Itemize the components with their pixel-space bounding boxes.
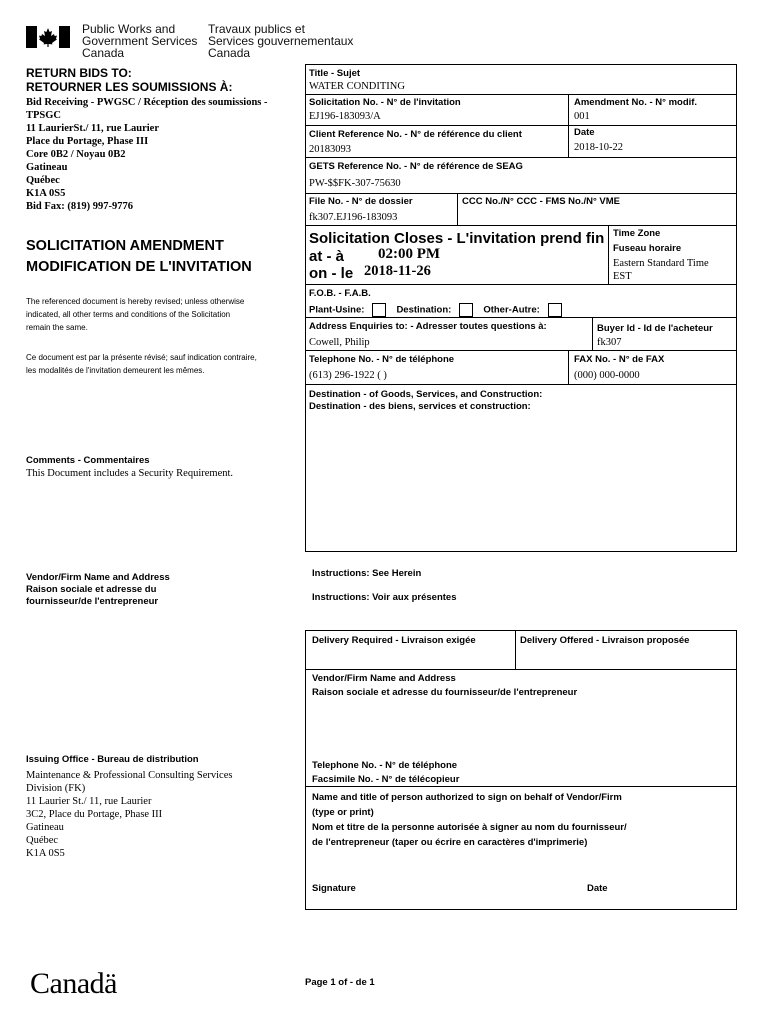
buyer-id-value: fk307: [597, 337, 622, 348]
issuing-office-line: K1A 0S5: [26, 848, 65, 859]
vendor-left-label: Vendor/Firm Name and Address: [26, 572, 170, 583]
comments-label: Comments - Commentaires: [26, 455, 150, 466]
solicitation-closes-label: Solicitation Closes - L'invitation prend fin: [309, 230, 605, 247]
solicitation-no-label: Solicitation No. - N° de l'invitation: [309, 97, 461, 108]
client-ref-label: Client Reference No. - N° de référence du client: [309, 129, 522, 140]
vendor-name-field[interactable]: [306, 700, 736, 754]
destination-checkbox[interactable]: [459, 303, 473, 317]
return-bids-title-fr: RETOURNER LES SOUMISSIONS À:: [26, 80, 233, 94]
dept-name-en-line2: Government Services: [82, 34, 198, 48]
ccc-no-label: CCC No./N° CCC - FMS No./N° VME: [462, 196, 621, 207]
destination-goods-en: Destination - of Goods, Services, and Construction:: [309, 389, 543, 400]
vendor-facsimile-label: Facsimile No. - N° de télécopieur: [312, 774, 460, 785]
dept-name-fr-line2: Services gouvernementaux: [208, 34, 354, 48]
return-bids-title-en: RETURN BIDS TO:: [26, 66, 132, 80]
title-label: Title - Sujet: [309, 68, 361, 79]
telephone-value: (613) 296-1922 ( ): [309, 370, 387, 381]
dept-name-en-line1: Public Works and: [82, 22, 176, 36]
return-address-line: Bid Receiving - PWGSC / Réception des soumissions -: [26, 97, 268, 108]
date-value: 2018-10-22: [574, 142, 623, 153]
gets-ref-value: PW-$$FK-307-75630: [309, 178, 401, 189]
client-ref-value: 20183093: [309, 144, 351, 155]
fax-label: FAX No. - N° de FAX: [574, 354, 665, 365]
authorized-person-label: Nom et titre de la personne autorisée à signer au nom du fournisseur/: [312, 822, 627, 833]
file-no-label: File No. - N° de dossier: [309, 196, 413, 207]
government-signature: [26, 22, 356, 62]
instructions-en: Instructions: See Herein: [312, 568, 422, 579]
authorized-person-label: (type or print): [312, 807, 374, 818]
dept-name-en-line3: Canada: [82, 46, 125, 60]
issuing-office-line: Québec: [26, 835, 59, 846]
authorized-person-label: de l'entrepreneur (taper ou écrire en caractères d'imprimerie): [312, 837, 588, 848]
return-address-line: Core 0B2 / Noyau 0B2: [26, 149, 126, 160]
issuing-office-line: 3C2, Place du Portage, Phase III: [26, 809, 163, 820]
enquiries-value: Cowell, Philip: [309, 337, 370, 348]
time-zone-label-fr: Fuseau horaire: [613, 243, 682, 254]
date-signed-label: Date: [587, 883, 608, 894]
canada-wordmark: Canadä: [30, 967, 117, 1000]
page-number: Page 1 of - de 1: [305, 977, 375, 988]
issuing-office-label: Issuing Office - Bureau de distribution: [26, 754, 199, 765]
other-autre-checkbox[interactable]: [548, 303, 562, 317]
vendor-name-label-en: Vendor/Firm Name and Address: [312, 673, 456, 684]
dept-name-fr-line1: Travaux publics et: [208, 22, 305, 36]
return-address-line: TPSGC: [26, 110, 62, 121]
authorized-person-field[interactable]: [306, 852, 736, 878]
time-zone-label-en: Time Zone: [613, 228, 661, 239]
vendor-name-label-fr: Raison sociale et adresse du fournisseur/de l'entrepreneur: [312, 687, 578, 698]
bid-fax: Bid Fax: (819) 997-9776: [26, 201, 134, 212]
closes-date-value: 2018-11-26: [364, 263, 431, 279]
issuing-office-line: Maintenance & Professional Consulting Services: [26, 770, 233, 781]
canada-flag-icon: [26, 26, 70, 48]
date-label: Date: [574, 127, 595, 138]
amendment-note-en: remain the same.: [26, 323, 88, 332]
closes-on-label: on - le: [309, 265, 354, 282]
instructions-fr: Instructions: Voir aux présentes: [312, 592, 457, 603]
vendor-telephone-label: Telephone No. - N° de téléphone: [312, 760, 458, 771]
vendor-left-label: fournisseur/de l'entrepreneur: [26, 596, 159, 607]
time-zone-abbr: EST: [613, 271, 632, 282]
destination-label: Destination:: [396, 304, 452, 316]
title-value: WATER CONDITING: [309, 81, 405, 92]
fob-label: F.O.B. - F.A.B.: [309, 288, 371, 299]
destination-goods-fr: Destination - des biens, services et construction:: [309, 401, 531, 412]
time-zone-value: Eastern Standard Time: [613, 258, 709, 269]
amendment-note-en: The referenced document is hereby revised; unless otherwise: [26, 297, 245, 306]
closes-time-value: 02:00 PM: [378, 246, 441, 262]
amendment-note-fr: Ce document est par la présente révisé; sauf indication contraire,: [26, 353, 257, 362]
telephone-label: Telephone No. - N° de téléphone: [309, 354, 455, 365]
other-autre-label: Other-Autre:: [483, 304, 540, 316]
buyer-id-label: Buyer Id - Id de l'acheteur: [597, 323, 713, 334]
amendment-no-label: Amendment No. - N° modif.: [574, 97, 698, 108]
issuing-office-line: 11 Laurier St./ 11, rue Laurier: [26, 796, 152, 807]
delivery-offered-field[interactable]: [516, 648, 736, 668]
vendor-left-label: Raison sociale et adresse du: [26, 584, 157, 595]
amendment-title-fr: MODIFICATION DE L'INVITATION: [26, 259, 252, 275]
delivery-offered-label: Delivery Offered - Livraison proposée: [520, 635, 690, 646]
dept-name-fr-line3: Canada: [208, 46, 251, 60]
closes-at-label: at - à: [309, 248, 345, 265]
return-address-line: Place du Portage, Phase III: [26, 136, 149, 147]
signature-label: Signature: [312, 883, 356, 894]
plant-usine-label: Plant-Usine:: [309, 304, 365, 316]
solicitation-no-value: EJ196-183093/A: [309, 111, 381, 122]
issuing-office-line: Division (FK): [26, 783, 86, 794]
issuing-office-line: Gatineau: [26, 822, 64, 833]
delivery-required-label: Delivery Required - Livraison exigée: [312, 635, 476, 646]
gets-ref-label: GETS Reference No. - N° de référence de SEAG: [309, 161, 523, 172]
enquiries-label: Address Enquiries to: - Adresser toutes questions à:: [309, 321, 547, 332]
return-address-line: K1A 0S5: [26, 188, 66, 199]
amendment-no-value: 001: [574, 111, 590, 122]
amendment-title-en: SOLICITATION AMENDMENT: [26, 238, 224, 254]
amendment-note-fr: les modalités de l'invitation demeurent les mêmes.: [26, 366, 205, 375]
plant-usine-checkbox[interactable]: [372, 303, 386, 317]
return-address-line: 11 LaurierSt./ 11, rue Laurier: [26, 123, 159, 134]
amendment-note-en: indicated, all other terms and conditions of the Solicitation: [26, 310, 231, 319]
fax-value: (000) 000-0000: [574, 370, 640, 381]
return-address-line: Gatineau: [26, 162, 68, 173]
return-address-line: Québec: [26, 175, 60, 186]
file-no-value: fk307.EJ196-183093: [309, 212, 398, 223]
authorized-person-label: Name and title of person authorized to sign on behalf of Vendor/Firm: [312, 792, 622, 803]
comments-text: This Document includes a Security Requirement.: [26, 468, 234, 479]
